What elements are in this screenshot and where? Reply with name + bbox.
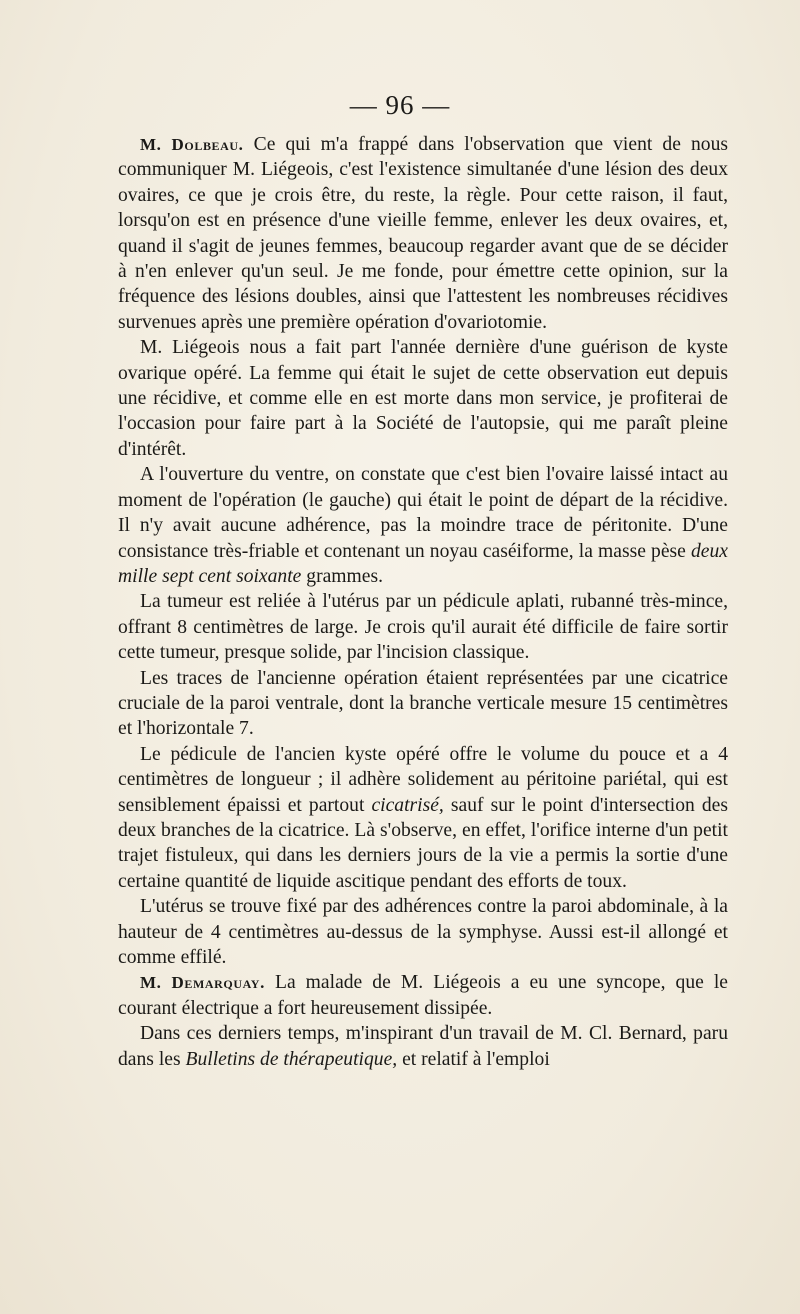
paragraph-bernard	[118, 1021, 728, 1072]
paragraph-uterus	[118, 894, 728, 970]
italic-journal-title: Bulletins de thérapeutique,	[185, 1048, 398, 1070]
body-text	[118, 132, 728, 1072]
paragraph-tumour	[118, 589, 728, 665]
paragraph-text: grammes.	[301, 565, 383, 587]
paragraph-text: Le pédicule de l'ancien kyste opéré offre le volume du pouce et a 4 centimètres de longueur ; il adhère solidement au péritoine pariétal, qui est sensiblement épaissi et partout	[118, 743, 728, 816]
paragraph-text: L'utérus se trouve fixé par des adhérences contre la paroi abdominale, à la hauteur de 4 centimètres au-dessus de la symphyse. Aussi est-il allongé et comme effilé.	[118, 896, 728, 968]
paragraph-text: Dans ces derniers temps, m'inspirant d'un travail de M. Cl. Bernard, paru dans les	[118, 1023, 728, 1070]
italic-weight: deux mille sept cent soixante	[118, 540, 728, 587]
paragraph-dolbeau	[118, 132, 728, 335]
paragraph-text: A l'ouverture du ventre, on constate que c'est bien l'ovaire laissé intact au moment de l'opération (le gauche) qui était le point de départ de la récidive. Il n'y avait aucune adhérence, pas la moindre trace de péritonite. D'une consistance très-friable et contenant un noyau caséiforme, la masse pèse	[118, 464, 728, 562]
paragraph-text: et relatif à l'emploi	[397, 1048, 550, 1070]
paragraph-text: La tumeur est reliée à l'utérus par un pédicule aplati, rubanné très-mince, offrant 8 centimètres de large. Je crois qu'il aurait été difficile de faire sortir cette tumeur, presque solide, par l'incision classique.	[118, 591, 728, 664]
paragraph-text: Ce qui m'a frappé dans l'observation que vient de nous communiquer M. Liégeois, c'est l'existence simultanée d'une lésion des deux ovaires, ce que je crois être, du reste, la règle. Pour cette raison, il faut, lorsqu'on est en présence d'une vieille femme, enlever les deux ovaires, et, quand il s'agit de jeunes femmes, beaucoup regarder avant que de se décider à n'en enlever qu'un seul. Je me fonde, pour émettre cette opinion, sur la fréquence des lésions doubles, ainsi que l'attestent les nombreuses récidives survenues après une première opération d'ovariotomie.	[118, 134, 728, 333]
paragraph-liegeois-case	[118, 335, 728, 462]
paragraph-autopsy	[118, 462, 728, 589]
page-number: — 96 —	[349, 90, 451, 120]
italic-term: cicatrisé,	[371, 794, 444, 816]
paragraph-text: M. Liégeois nous a fait part l'année dernière d'une guérison de kyste ovarique opéré. La femme qui était le sujet de cette observation eut depuis une récidive, et comme elle en est morte dans mon service, je profiterai de l'occasion pour faire part à la Société de l'autopsie, qui me paraît pleine d'intérêt.	[118, 337, 728, 460]
paragraph-demarquay	[118, 970, 728, 1021]
speaker-name: M. Dolbeau.	[140, 135, 244, 154]
paragraph-text: sauf sur le point d'intersection des deux branches de la cicatrice. Là s'observe, en effet, l'orifice interne d'un petit trajet fistuleux, qui dans les derniers jours de la vie a permis la sortie d'une certaine quantité de liquide ascitique pendant des efforts de toux.	[118, 794, 728, 892]
paragraph-text: La malade de M. Liégeois a eu une syncope, que le courant électrique a fort heureusement dissipée.	[118, 972, 729, 1019]
paragraph-text: Les traces de l'ancienne opération étaient représentées par une cicatrice cruciale de la paroi ventrale, dont la branche verticale mesure 15 centimètres et l'horizontale 7.	[118, 667, 728, 740]
paragraph-scar	[118, 666, 728, 742]
paragraph-pedicle	[118, 742, 728, 894]
speaker-name: M. Demarquay.	[140, 973, 265, 993]
